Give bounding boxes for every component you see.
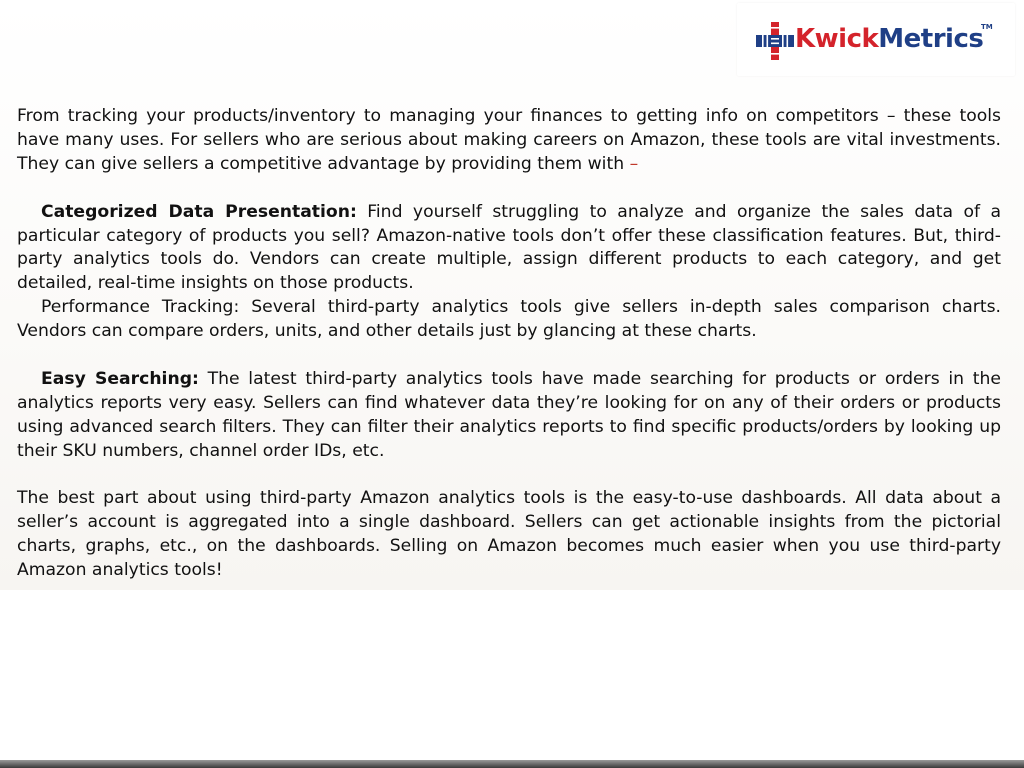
- logo-text-metrics: Metrics: [878, 24, 984, 54]
- easy-searching-paragraph: [17, 368, 1001, 464]
- logo-text-kwick: Kwick: [795, 24, 879, 54]
- performance-paragraph: Performance Tracking: Several third-party analytics tools give sellers in-depth sales comparison charts. Vendors can compare orders, units, and other details just by glancing at these charts.: [17, 297, 1001, 342]
- easy-searching-body: The latest third-party analytics tools have made searching for products or orders in the analytics reports very easy. Sellers can find whatever data they’re looking for on any of their orders or products using advanced search filters. They can filter their analytics reports to find specific products/orders by looking up their SKU numbers, channel order IDs, etc.: [17, 368, 1001, 461]
- closing-paragraph: The best part about using third-party Amazon analytics tools is the easy-to-use dashboards. All data about a seller’s account is aggregated into a single dashboard. Sellers can get actionable insights from the pictorial charts, graphs, etc., on the dashboards. Selling on Amazon becomes much easier when you use third-party Amazon analytics tools!: [17, 488, 1001, 581]
- logo-trademark: TM: [981, 23, 993, 31]
- categorized-body: Find yourself struggling to analyze and organize the sales data of a particular category of products you sell? Amazon-native tools don’t offer these classification features. But, third-party analytics tools do. Vendors can create multiple, assign different products to each category, and get detailed, real-time insights on those products.: [17, 201, 1001, 294]
- intro-paragraph: [17, 105, 1001, 177]
- paragraph-spacer: [17, 177, 1001, 201]
- paragraph-spacer: [17, 464, 1001, 488]
- article-body: [17, 105, 1001, 583]
- paragraph-spacer: [17, 344, 1001, 368]
- intro-text: From tracking your products/inventory to managing your finances to getting info on competitors – these tools have many uses. For sellers who are serious about making careers on Amazon, these tools are vital investments. They can give sellers a competitive advantage by providing them with: [17, 106, 1001, 174]
- kwickmetrics-logo: [737, 3, 1015, 76]
- bottom-divider: [0, 760, 1024, 768]
- easy-searching-heading: Easy Searching:: [41, 368, 199, 389]
- categorized-heading: Categorized Data Presentation:: [41, 201, 357, 222]
- intro-dash: –: [629, 153, 639, 174]
- logo-cross-icon: [756, 22, 794, 60]
- categorized-paragraph: [17, 201, 1001, 297]
- logo-wordmark: [795, 21, 983, 57]
